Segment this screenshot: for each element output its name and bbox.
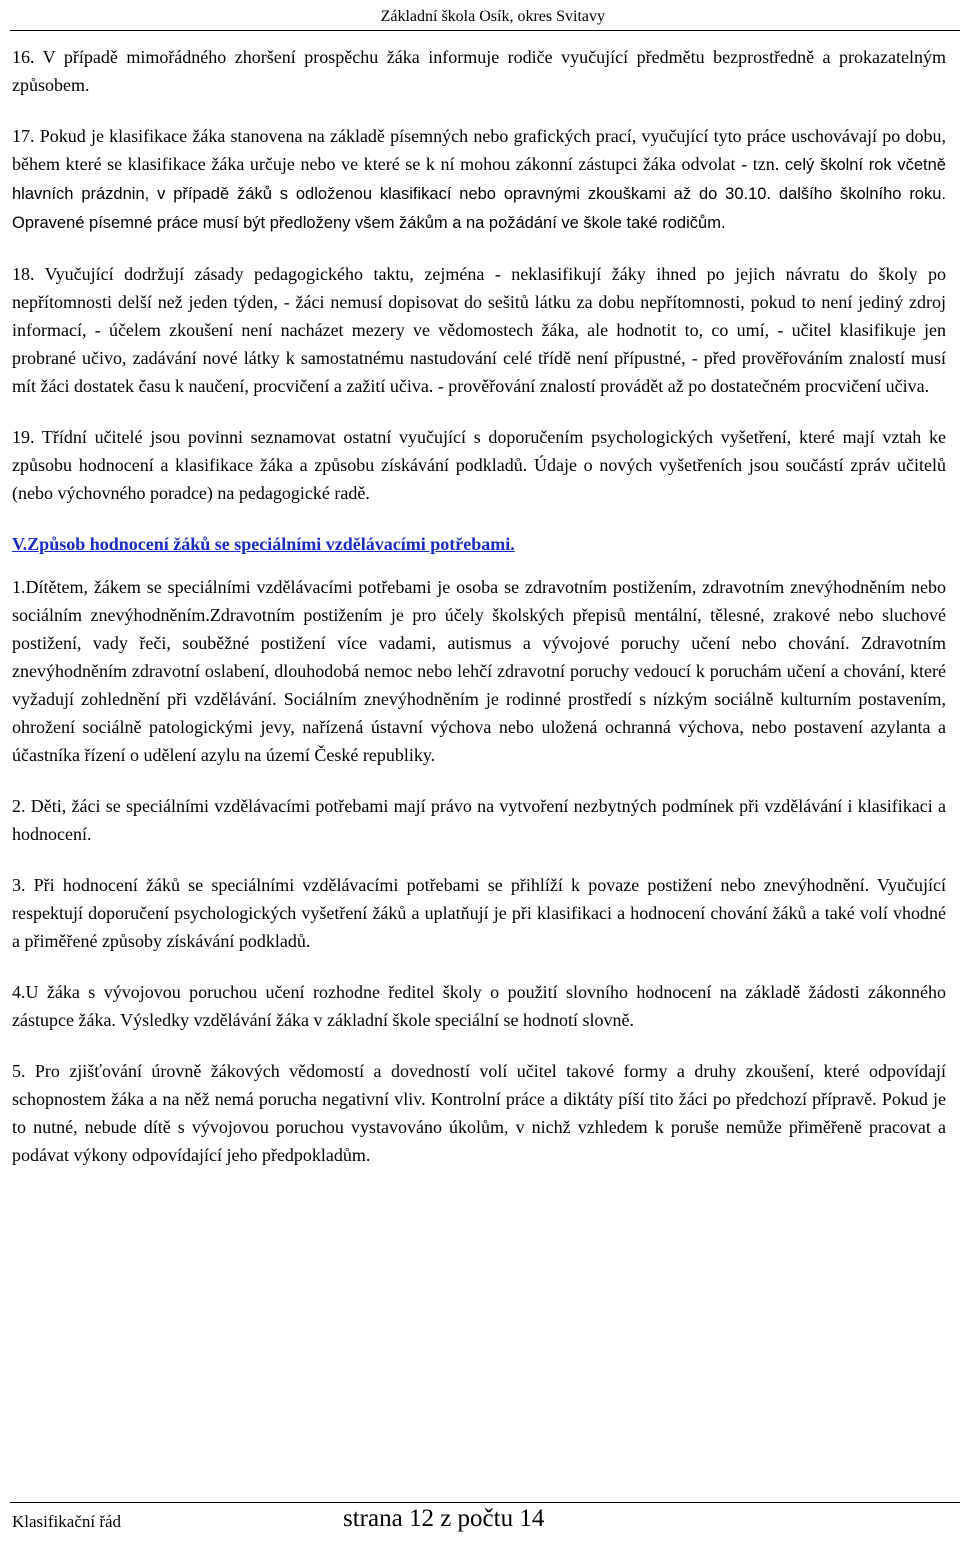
paragraph-17	[12, 122, 946, 237]
paragraph-16: 16. V případě mimořádného zhoršení prospěchu žáka informuje rodiče vyučující předmětu bezprostředně a prokazatelným způsobem.	[12, 47, 946, 95]
footer-rule	[10, 1502, 960, 1503]
section-item-4: 4.U žáka s vývojovou poruchou učení rozhodne ředitel školy o použití slovního hodnocení na základě žádosti zákonného zástupce žáka. Výsledky vzdělávání žáka v základní škole speciální se hodnotí slovně.	[12, 982, 946, 1030]
paragraph-17-part1: 17. Pokud je klasifikace žáka stanovena na základě písemných nebo grafických prací, vyučující tyto práce uschovávají po dobu, během které se klasifikace žáka určuje nebo ve které se k ní mohou zákonní zástupci žáka odvolat - tzn.	[12, 126, 946, 174]
paragraph-18: 18. Vyučující dodržují zásady pedagogického taktu, zejména - neklasifikují žáky ihned po jejich návratu do školy po nepřítomnosti delší než jeden týden, - žáci nemusí dopisovat do sešitů látku za dobu nepřítomnosti, pokud to není jediný zdroj informací, - účelem zkoušení není nacházet mezery ve vědomostech žáka, ale hodnotit to, co umí, - učitel klasifikuje jen probrané učivo, zadávání nové látky k samostatnému nastudování celé třídě není přípustné, - před prověřováním znalostí musí mít žáci dostatek času k naučení, procvičení a zažití učiva. - prověřování znalostí provádět až po dostatečném procvičení učiva.	[12, 264, 946, 396]
paragraph-19: 19. Třídní učitelé jsou povinni seznamovat ostatní vyučující s doporučením psychologických vyšetření, které mají vztah ke způsobu hodnocení a klasifikace žáka a způsobu získávání podkladů. Údaje o nových vyšetřeních jsou součástí zpráv učitelů (nebo výchovného poradce) na pedagogické radě.	[12, 427, 946, 503]
section-title: V.Způsob hodnocení žáků se speciálními vzdělávacími potřebami.	[12, 534, 515, 554]
section-item-3: 3. Při hodnocení žáků se speciálními vzdělávacími potřebami se přihlíží k povaze postižení nebo znevýhodnění. Vyučující respektují doporučení psychologických vyšetření žáků a uplatňují je při klasifikaci a hodnocení chování žáků a také volí vhodné a přiměřené způsoby získávání podkladů.	[12, 875, 946, 951]
footer-doc-name: Klasifikační řád	[12, 1512, 122, 1531]
header-rule	[10, 30, 960, 31]
section-item-1: 1.Dítětem, žákem se speciálními vzdělávacími potřebami je osoba se zdravotním postižením, zdravotním znevýhodněním nebo sociálním znevýhodněním.Zdravotním postižením je pro účely školských přepisů mentální, tělesné, zrakové nebo sluchové postižení, vady řeči, souběžné postižení více vadami, autismus a vývojové poruchy učení nebo chování. Zdravotním znevýhodněním zdravotní oslabení, dlouhodobá nemoc nebo lehčí zdravotní poruchy vedoucí k poruchám učení a chování, které vyžadují zohlednění při vzdělávání. Sociálním znevýhodněním je rodinné prostředí s nízkým sociálně kulturním postavením, ohrožení sociálně patologickými jevy, nařízená ústavní výchova nebo uložená ochranná výchova, nebo postavení azylanta a účastníka řízení o udělení azylu na území České republiky.	[12, 577, 946, 765]
document-body	[12, 43, 946, 1192]
section-item-5: 5. Pro zjišťování úrovně žákových vědomostí a dovedností volí učitel takové formy a druhy zkoušení, které odpovídají schopnostem žáka a na něž nemá porucha negativní vliv. Kontrolní práce a diktáty píší tito žáci po předchozí přípravě. Pokud je to nutné, nebude dítě s vývojovou poruchou vystavováno úkolům, v nichž vzhledem k poruše nemůže přiměřeně pracovat a podávat výkony odpovídající jeho předpokladům.	[12, 1061, 946, 1165]
section-item-2: 2. Děti, žáci se speciálními vzdělávacími potřebami mají právo na vytvoření nezbytných podmínek při vzdělávání i klasifikaci a hodnocení.	[12, 796, 946, 844]
footer-page-number: strana 12 z počtu 14	[343, 1505, 545, 1532]
page-header: Základní škola Osík, okres Svitavy	[380, 8, 605, 25]
paragraph-17-part2: celý školní rok včetně hlavních prázdnin, v případě žáků s odloženou klasifikací nebo opravnými zkouškami až do 30.10. dalšího školního roku. Opravené písemné práce musí být předloženy všem žákům a na požádání ve škole také rodičům.	[12, 156, 946, 232]
page-footer	[12, 1504, 952, 1534]
